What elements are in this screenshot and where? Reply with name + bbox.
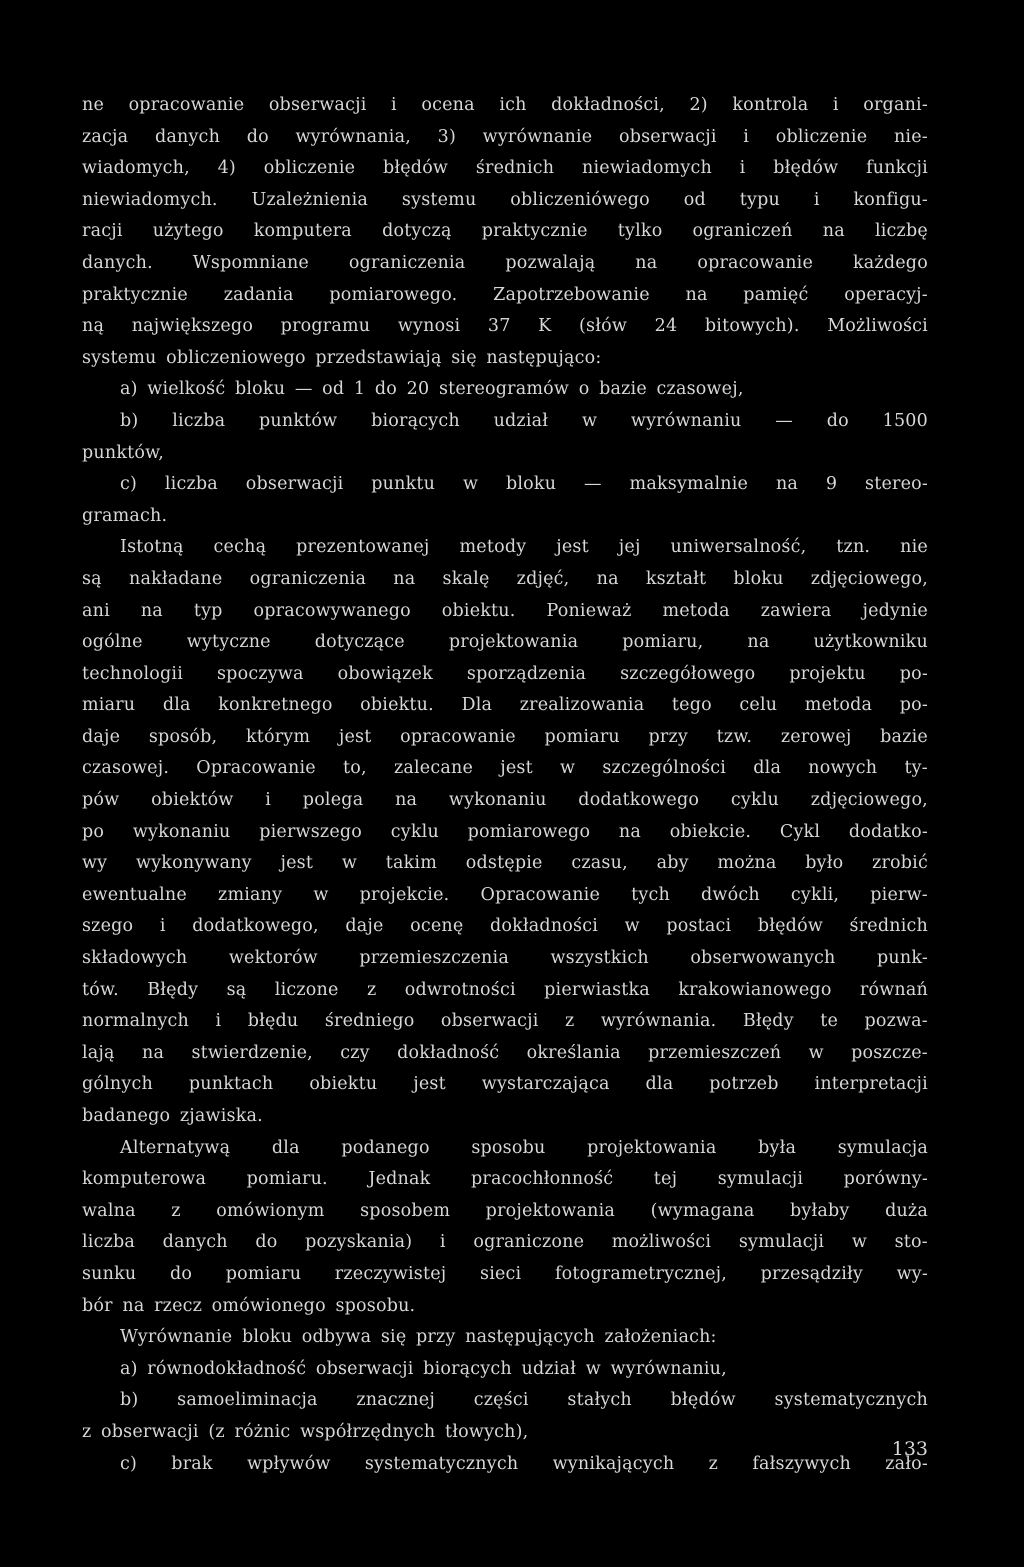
text-line: walna z omówionym sposobem projektowania (wymagana byłaby duża bbox=[82, 1200, 928, 1221]
text-line: tów. Błędy są liczone z odwrotności pierwiastka krakowianowego równań bbox=[82, 979, 928, 1000]
text-line: ne opracowanie obserwacji i ocena ich dokładności, 2) kontrola i organi- bbox=[82, 95, 928, 115]
text-line: c) brak wpływów systematycznych wynikających z fałszywych zało- bbox=[120, 1453, 928, 1474]
text-line: liczba danych do pozyskania) i ograniczone możliwości symulacji w sto- bbox=[82, 1232, 928, 1253]
text-line: miaru dla konkretnego obiektu. Dla zrealizowania tego celu metoda po- bbox=[82, 695, 928, 716]
page-number: 133 bbox=[891, 1438, 928, 1460]
text-line: technologii spoczywa obowiązek sporządzenia szczegółowego projektu po- bbox=[82, 663, 928, 684]
text-line: c) liczba obserwacji punktu w bloku — maksymalnie na 9 stereo- bbox=[120, 474, 928, 495]
text-line: gramach. bbox=[82, 505, 168, 526]
text-line: pów obiektów i polega na wykonaniu dodatkowego cyklu zdjęciowego, bbox=[82, 790, 928, 811]
text-line: praktycznie zadania pomiarowego. Zapotrzebowanie na pamięć operacyj- bbox=[82, 284, 928, 305]
text-line: ną największego programu wynosi 37 K (słów 24 bitowych). Możliwości bbox=[82, 316, 928, 337]
text-line: a) równodokładność obserwacji biorących udział w wyrównaniu, bbox=[120, 1358, 727, 1379]
page-body bbox=[82, 90, 928, 1480]
text-line: bór na rzecz omówionego sposobu. bbox=[82, 1295, 416, 1316]
text-line: szego i dodatkowego, daje ocenę dokładności w postaci błędów średnich bbox=[82, 916, 928, 937]
text-line: komputerowa pomiaru. Jednak pracochłonność tej symulacji porówny- bbox=[82, 1169, 928, 1190]
text-line: są nakładane ograniczenia na skalę zdjęć, na kształt bloku zdjęciowego, bbox=[82, 568, 928, 589]
text-line: ani na typ opracowywanego obiektu. Ponieważ metoda zawiera jedynie bbox=[82, 600, 928, 621]
text-line: racji użytego komputera dotyczą praktycznie tylko ograniczeń na liczbę bbox=[82, 221, 928, 242]
text-line: normalnych i błędu średniego obserwacji z wyrównania. Błędy te pozwa- bbox=[82, 1011, 928, 1032]
text-line: Wyrównanie bloku odbywa się przy następujących założeniach: bbox=[120, 1327, 717, 1348]
text-line: gólnych punktach obiektu jest wystarczająca dla potrzeb interpretacji bbox=[82, 1074, 928, 1095]
text-line: z obserwacji (z różnic współrzędnych tłowych), bbox=[82, 1421, 529, 1442]
text-line: systemu obliczeniowego przedstawiają się następująco: bbox=[82, 347, 602, 368]
text-line: lają na stwierdzenie, czy dokładność określania przemieszczeń w poszcze- bbox=[82, 1042, 928, 1063]
text-line: daje sposób, którym jest opracowanie pomiaru przy tzw. zerowej bazie bbox=[82, 726, 928, 747]
text-line: b) samoeliminacja znacznej części stałych błędów systematycznych bbox=[120, 1390, 928, 1411]
text-line: czasowej. Opracowanie to, zalecane jest w szczególności dla nowych ty- bbox=[82, 758, 928, 779]
text-line: b) liczba punktów biorących udział w wyrównaniu — do 1500 bbox=[120, 410, 928, 431]
text-line: wy wykonywany jest w takim odstępie czasu, aby można było zrobić bbox=[82, 853, 928, 874]
text-line: wiadomych, 4) obliczenie błędów średnich niewiadomych i błędów funkcji bbox=[82, 158, 928, 179]
text-line: a) wielkość bloku — od 1 do 20 stereogramów o bazie czasowej, bbox=[120, 379, 744, 400]
text-line: zacja danych do wyrównania, 3) wyrównanie obserwacji i obliczenie nie- bbox=[82, 126, 928, 147]
text-line: punktów, bbox=[82, 442, 164, 463]
text-line: składowych wektorów przemieszczenia wszystkich obserwowanych punk- bbox=[82, 948, 928, 969]
text-line: badanego zjawiska. bbox=[82, 1106, 263, 1126]
text-line: ogólne wytyczne dotyczące projektowania pomiaru, na użytkowniku bbox=[82, 632, 928, 653]
text-line: Alternatywą dla podanego sposobu projektowania była symulacja bbox=[120, 1137, 928, 1158]
text-line: danych. Wspomniane ograniczenia pozwalają na opracowanie każdego bbox=[82, 252, 928, 273]
text-line: niewiadomych. Uzależnienia systemu obliczeniówego od typu i konfigu- bbox=[82, 189, 928, 210]
text-line: po wykonaniu pierwszego cyklu pomiarowego na obiekcie. Cykl dodatko- bbox=[82, 821, 928, 842]
text-line: sunku do pomiaru rzeczywistej sieci fotogrametrycznej, przesądziły wy- bbox=[82, 1263, 928, 1284]
text-line: ewentualne zmiany w projekcie. Opracowanie tych dwóch cykli, pierw- bbox=[82, 884, 928, 905]
text-line: Istotną cechą prezentowanej metody jest jej uniwersalność, tzn. nie bbox=[120, 537, 928, 558]
